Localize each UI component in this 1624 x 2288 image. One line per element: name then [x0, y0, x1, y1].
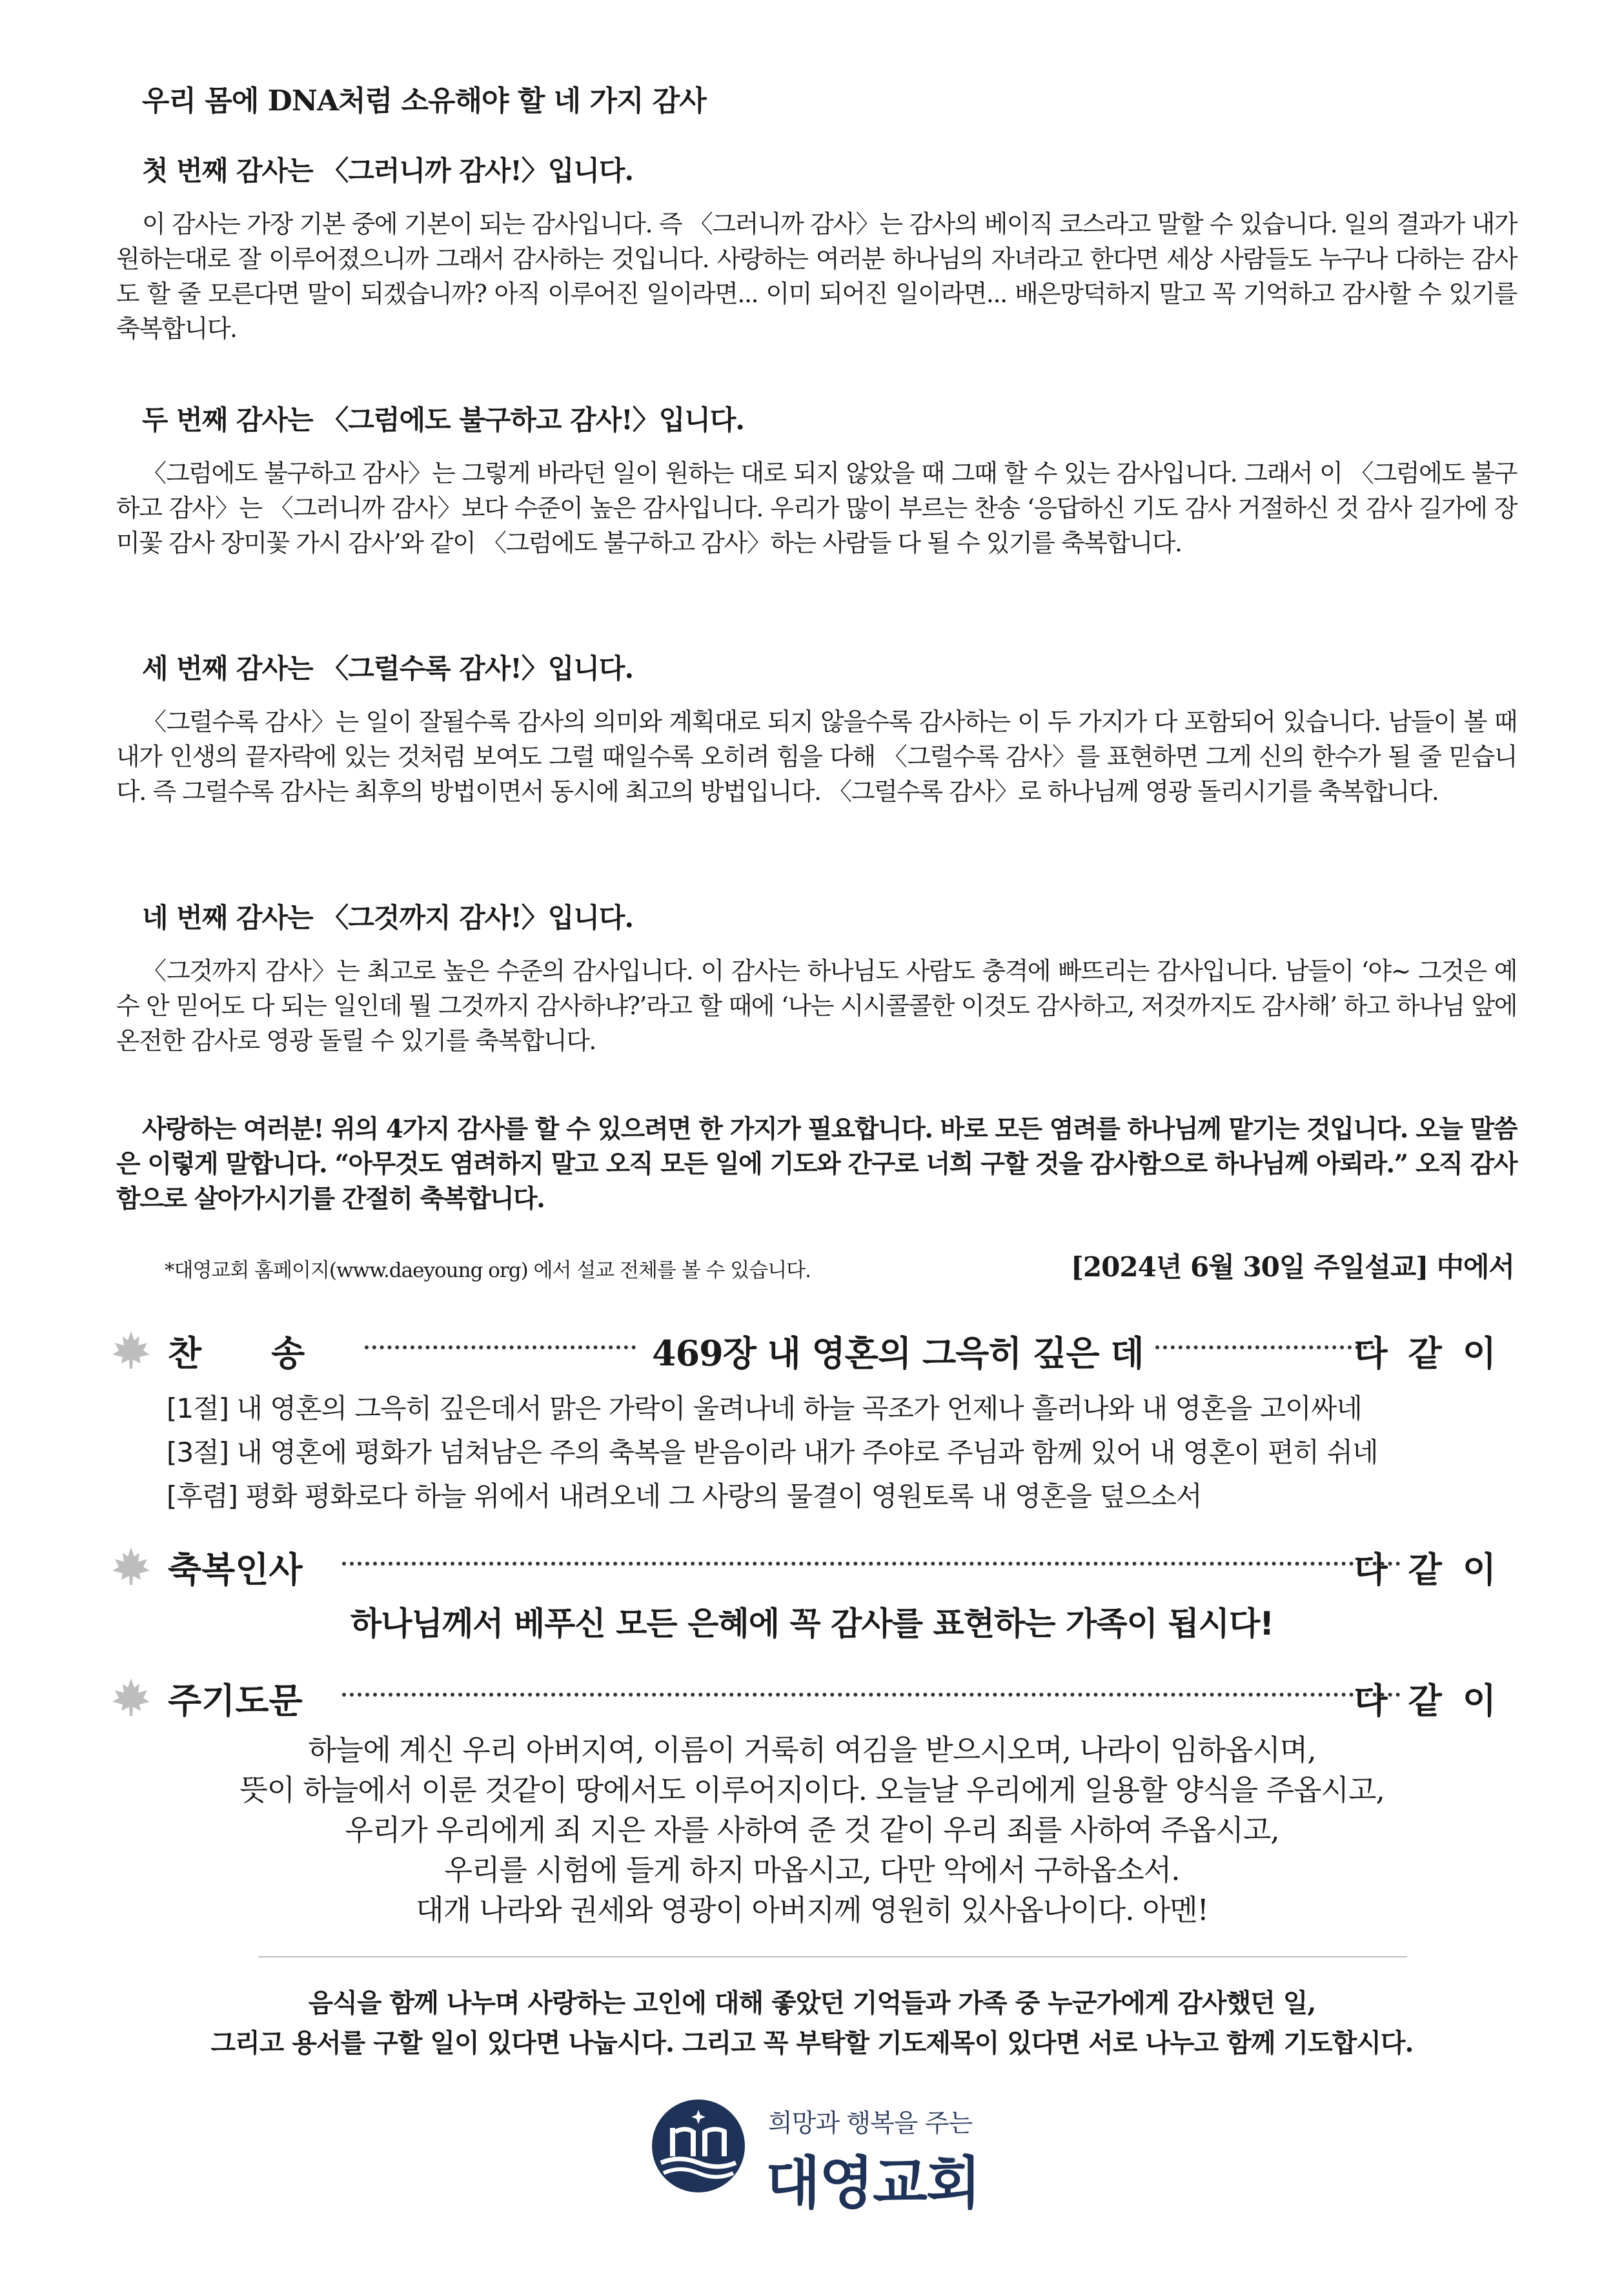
order-blessing-row: [110, 1540, 1517, 1591]
section-heading: 세 번째 감사는 〈그럴수록 감사!〉입니다.: [142, 653, 634, 684]
maple-leaf-icon: [110, 1545, 152, 1588]
sermon-title: 우리 몸에 DNA처럼 소유해야 할 네 가지 감사: [142, 85, 706, 117]
blessing-text: 하나님께서 베푸신 모든 은혜에 꼭 감사를 표현하는 가족이 됩시다!: [350, 1605, 1274, 1642]
section-heading: 첫 번째 감사는 〈그러니까 감사!〉입니다.: [142, 155, 634, 187]
instruction-line: 음식을 함께 나누며 사랑하는 고인에 대해 좋았던 기억들과 가족 중 누군가에게 감사했던 일,: [308, 1988, 1316, 2018]
hymn-verse-3: [3절] 내 영혼에 평화가 넘쳐남은 주의 축복을 받음이라 내가 주야로 주님과 함께 있어 내 영혼이 편히 쉬네: [167, 1436, 1378, 1468]
prayer-label: 주기도문: [168, 1680, 303, 1721]
leader-dots: [342, 1562, 1401, 1566]
hymn-verse-1: [1절] 내 영혼의 그윽히 깊은데서 맑은 가락이 울려나네 하늘 곡조가 언제나 흘러나와 내 영혼을 고이싸네: [167, 1393, 1362, 1424]
order-hymn-row: [110, 1323, 1517, 1375]
hymn-title: 469장 내 영혼의 그윽히 깊은 데: [652, 1333, 1144, 1374]
church-tagline: 희망과 행복을 주는: [768, 2109, 973, 2138]
hymn-chorus: [후렴] 평화 평화로다 하늘 위에서 내려오네 그 사랑의 물결이 영원토록 내 영혼을 덮으소서: [167, 1480, 1202, 1512]
hymn-participants: 다같이: [1354, 1333, 1517, 1374]
order-prayer-row: [110, 1671, 1517, 1722]
prayer-line: 대개 나라와 권세와 영광이 아버지께 영원히 있사옵나이다. 아멘!: [416, 1893, 1208, 1927]
section-body: 〈그럴수록 감사〉는 일이 잘될수록 감사의 의미와 계획대로 되지 않을수록 감사하는 이 두 가지가 다 포함되어 있습니다. 남들이 볼 때 내가 인생의 끝자락에 있는 것처럼 보여도 그럴 때일수록 오히려 힘을 다해 〈그럴수록 감사〉를 표현하면 그게 신의 한수가 될 줄 믿습니다. 즉 그럴수록 감사는 최후의 방법이면서 동시에 최고의 방법입니다. 〈그럴수록 감사〉로 하나님께 영광 돌리시기를 축복합니다.: [116, 708, 1517, 806]
sermon-closing: 사랑하는 여러분! 위의 4가지 감사를 할 수 있으려면 한 가지가 필요합니다. 바로 모든 염려를 하나님께 맡기는 것입니다. 오늘 말씀은 이렇게 말합니다. “아무것도 염려하지 말고 오직 모든 일에 기도와 간구로 너희 구할 것을 감사함으로 하나님께 아뢰라.” 오직 감사함으로 살아가시기를 간절히 축복합니다.: [116, 1114, 1517, 1214]
leader-dots: [1155, 1345, 1375, 1349]
lords-prayer: [0, 1730, 1624, 1930]
blessing-participants: 다같이: [1354, 1549, 1517, 1590]
prayer-line: 우리가 우리에게 죄 지은 자를 사하여 준 것 같이 우리 죄를 사하여 주옵시고,: [345, 1813, 1279, 1847]
section-body: 이 감사는 가장 기본 중에 기본이 되는 감사입니다. 즉 〈그러니까 감사〉는 감사의 베이직 코스라고 말할 수 있습니다. 일의 결과가 내가 원하는대로 잘 이루어졌으니까 그래서 감사하는 것입니다. 사랑하는 여러분 하나님의 자녀라고 한다면 세상 사람들도 누구나 다하는 감사도 할 줄 모른다면 말이 되겠습니까? 아직 이루어진 일이라면... 이미 되어진 일이라면... 배은망덕하지 말고 꼭 기억하고 감사할 수 있기를 축복합니다.: [116, 210, 1517, 343]
sermon-date-reference: [2024년 6월 30일 주일설교] 中에서: [1071, 1251, 1514, 1283]
gratitude-section-4: [116, 897, 1517, 1058]
blessing-label: 축복인사: [168, 1549, 303, 1590]
section-body: 〈그럼에도 불구하고 감사〉는 그렇게 바라던 일이 원하는 대로 되지 않았을 때 그때 할 수 있는 감사입니다. 그래서 이 〈그럼에도 불구하고 감사〉는 〈그러니까 감사〉보다 수준이 높은 감사입니다. 우리가 많이 부르는 찬송 ‘응답하신 기도 감사 거절하신 것 감사 길가에 장미꽃 감사 장미꽃 가시 감사’와 같이 〈그럼에도 불구하고 감사〉하는 사람들 다 될 수 있기를 축복합니다.: [116, 459, 1517, 557]
leader-dots: [365, 1345, 636, 1349]
maple-leaf-icon: [110, 1329, 152, 1371]
gratitude-section-3: [116, 648, 1517, 809]
sharing-instructions: [0, 1983, 1624, 2063]
instruction-line: 그리고 용서를 구할 일이 있다면 나눕시다. 그리고 꼭 부탁할 기도제목이 있다면 서로 나누고 함께 기도합시다.: [210, 2028, 1414, 2058]
church-name: 대영교회: [766, 2150, 980, 2216]
hymn-lyrics: [167, 1387, 1378, 1518]
gratitude-section-2: [116, 399, 1517, 560]
prayer-participants: 다같이: [1354, 1680, 1517, 1721]
homepage-note: *대영교회 홈페이지(www.daeyoung org) 에서 설교 전체를 볼 수 있습니다.: [165, 1259, 811, 1282]
section-body: 〈그것까지 감사〉는 최고로 높은 수준의 감사입니다. 이 감사는 하나님도 사람도 충격에 빠뜨리는 감사입니다. 남들이 ‘야~ 그것은 예수 안 믿어도 다 되는 일인데 뭘 그것까지 감사하냐?’라고 할 때에 ‘나는 시시콜콜한 이것도 감사하고, 저것까지도 감사해’ 하고 하나님 앞에 온전한 감사로 영광 돌릴 수 있기를 축복합니다.: [116, 957, 1517, 1055]
divider-line: [258, 1956, 1407, 1957]
church-logo-icon: [651, 2098, 746, 2194]
prayer-line: 뜻이 하늘에서 이룬 것같이 땅에서도 이루어지이다. 오늘날 우리에게 일용할 양식을 주옵시고,: [239, 1773, 1385, 1807]
gratitude-section-1: [116, 150, 1517, 346]
section-heading: 네 번째 감사는 〈그것까지 감사!〉입니다.: [142, 902, 634, 934]
leader-dots: [342, 1693, 1401, 1697]
prayer-line: 하늘에 계신 우리 아버지여, 이름이 거룩히 여김을 받으시오며, 나라이 임하옵시며,: [308, 1733, 1316, 1767]
maple-leaf-icon: [110, 1676, 152, 1719]
hymn-label: 찬 송: [168, 1333, 305, 1374]
prayer-line: 우리를 시험에 들게 하지 마옵시고, 다만 악에서 구하옵소서.: [444, 1853, 1180, 1887]
section-heading: 두 번째 감사는 〈그럼에도 불구하고 감사!〉입니다.: [142, 404, 745, 436]
